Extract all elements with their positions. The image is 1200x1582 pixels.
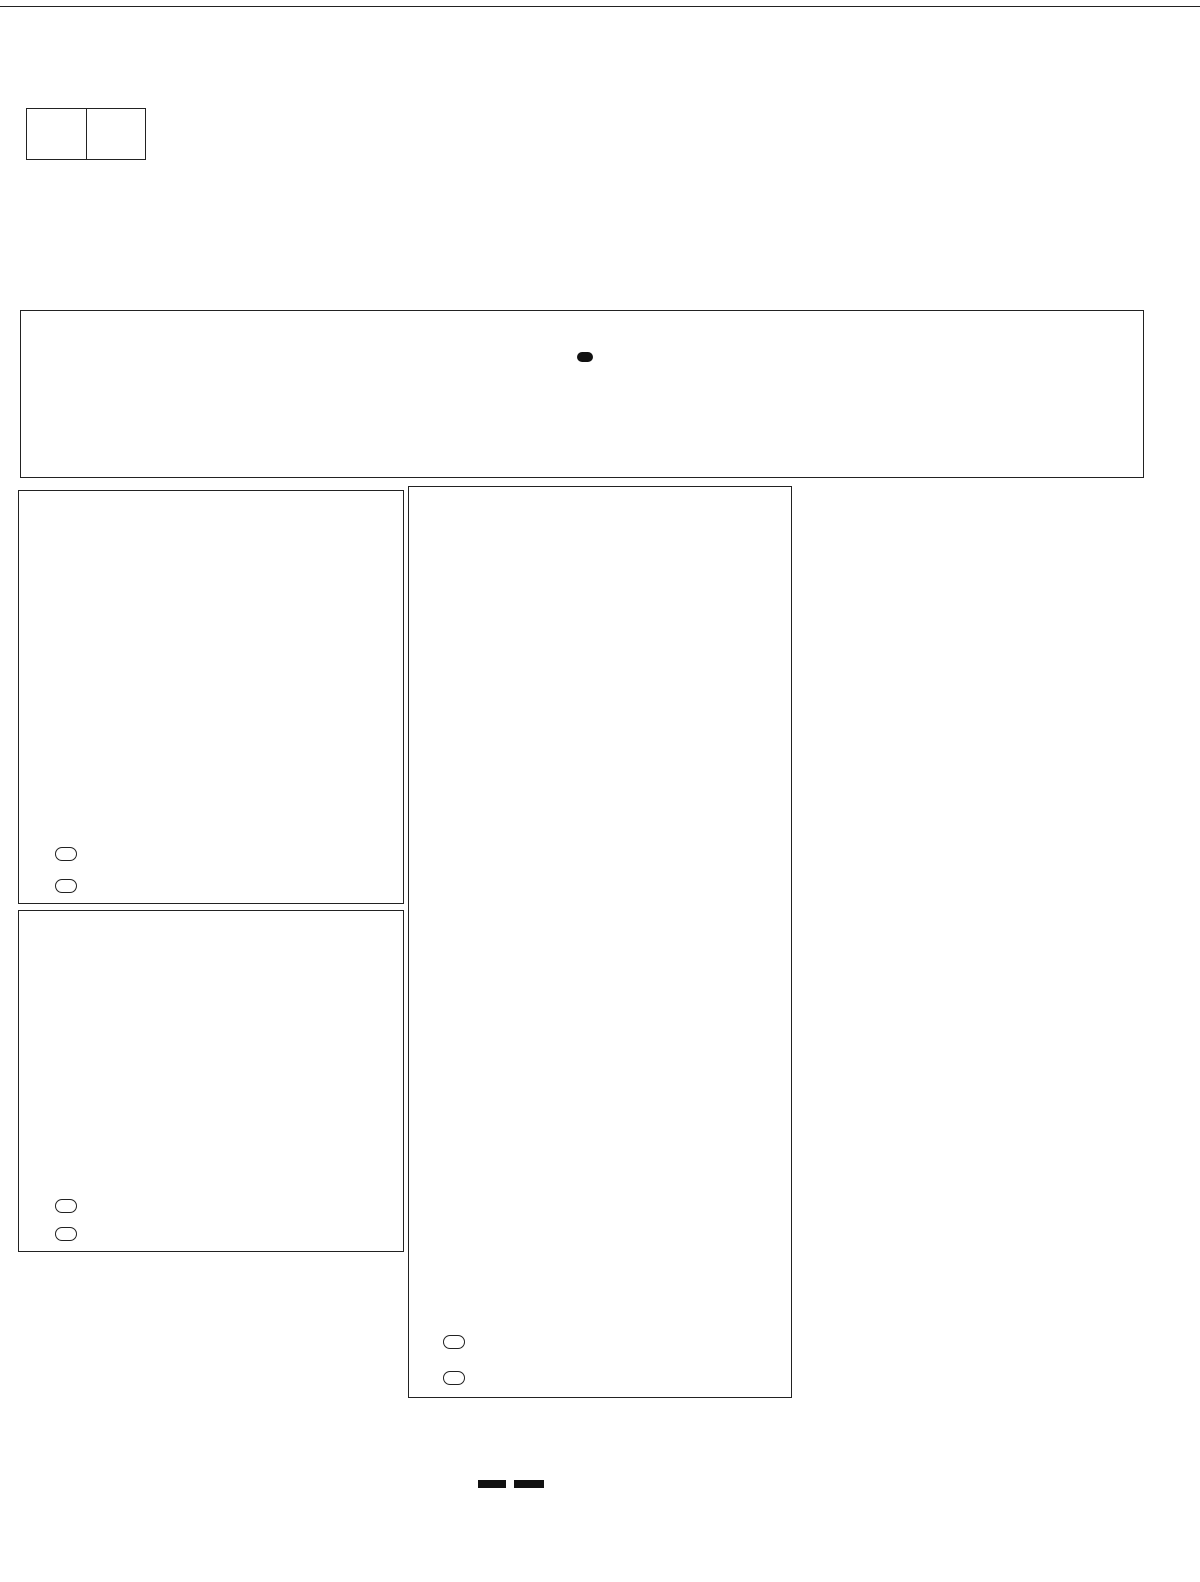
right-timing-marks: [1148, 90, 1178, 1570]
top-timing-marks: [0, 64, 1200, 78]
instructions-main: [21, 346, 1143, 368]
no-option[interactable]: [55, 875, 85, 895]
no-oval[interactable]: [55, 1227, 77, 1241]
left-timing-marks: [0, 90, 14, 1570]
top-rule: [0, 6, 1200, 7]
no-oval[interactable]: [443, 1371, 465, 1385]
contest-senior-citizens: [18, 910, 404, 1252]
contest-nixa-school-bond: [408, 486, 792, 1398]
yes-option[interactable]: [55, 1195, 85, 1215]
judges-initials-box[interactable]: [26, 108, 146, 160]
no-option[interactable]: [443, 1367, 473, 1387]
contest-911-sales-tax: [18, 490, 404, 904]
yes-option[interactable]: [443, 1331, 473, 1351]
initials-cell-1[interactable]: [27, 109, 85, 159]
yes-oval[interactable]: [443, 1335, 465, 1349]
yes-option[interactable]: [55, 843, 85, 863]
no-oval[interactable]: [55, 879, 77, 893]
instructions-box: [20, 310, 1144, 478]
footer-timing-marks: [478, 1480, 548, 1488]
yes-oval[interactable]: [55, 847, 77, 861]
filled-oval-icon: [577, 352, 593, 362]
yes-oval[interactable]: [55, 1199, 77, 1213]
initials-cell-2[interactable]: [86, 109, 145, 159]
no-option[interactable]: [55, 1223, 85, 1243]
